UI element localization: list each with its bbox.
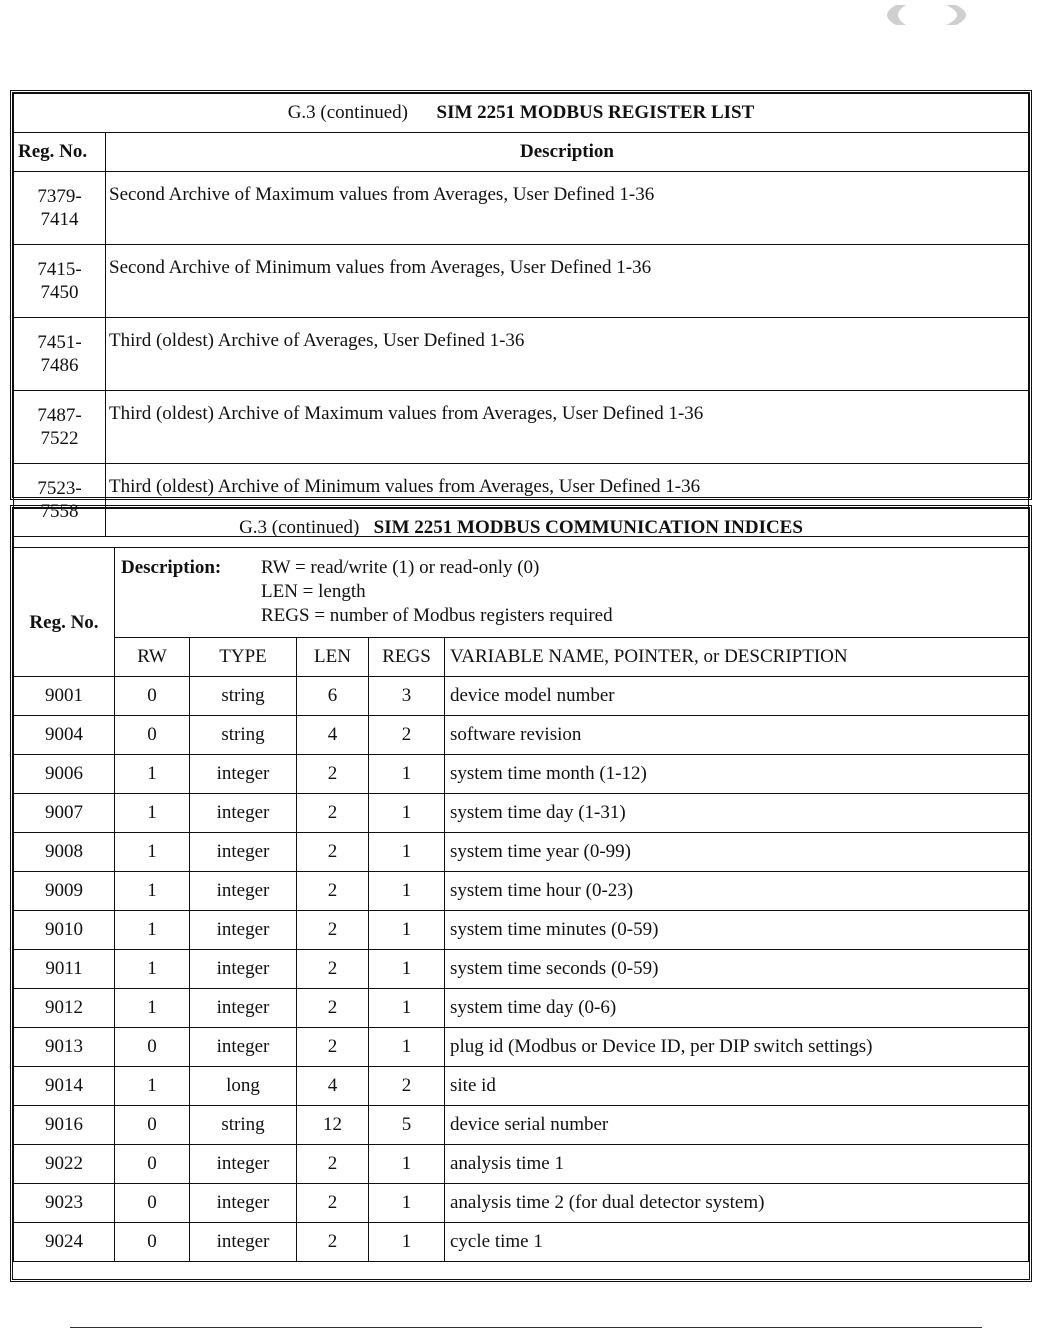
table-title: SIM 2251 MODBUS REGISTER LIST (436, 102, 755, 123)
cell-type: long (190, 1067, 297, 1106)
table-row (14, 950, 1029, 989)
legend (115, 548, 1029, 638)
cell-len: 2 (297, 911, 369, 950)
table-title: SIM 2251 MODBUS COMMUNICATION INDICES (373, 517, 803, 538)
reg-range: 7523- 7558 (14, 464, 106, 537)
cell-regs: 2 (369, 716, 445, 755)
cell-len: 2 (297, 1223, 369, 1262)
cell-len: 2 (297, 794, 369, 833)
regs-header: REGS (369, 638, 445, 677)
cell-len: 2 (297, 950, 369, 989)
cell-len: 2 (297, 755, 369, 794)
cell-type: integer (190, 1223, 297, 1262)
cell-reg: 9012 (14, 989, 115, 1028)
cell-len: 12 (297, 1106, 369, 1145)
cell-rw: 1 (115, 794, 190, 833)
cell-name: device model number (445, 677, 1029, 716)
table-row (14, 911, 1029, 950)
cell-name: system time hour (0-23) (445, 872, 1029, 911)
cell-regs: 1 (369, 911, 445, 950)
cell-rw: 0 (115, 716, 190, 755)
cell-name: system time day (1-31) (445, 794, 1029, 833)
reg-range: 7415- 7450 (14, 245, 106, 318)
cell-len: 2 (297, 872, 369, 911)
cell-rw: 1 (115, 911, 190, 950)
table-row (14, 245, 1029, 318)
cell-type: integer (190, 755, 297, 794)
cell-len: 4 (297, 716, 369, 755)
cell-regs: 1 (369, 872, 445, 911)
cell-type: integer (190, 911, 297, 950)
cell-regs: 5 (369, 1106, 445, 1145)
cell-type: string (190, 716, 297, 755)
cell-reg: 9014 (14, 1067, 115, 1106)
cell-len: 2 (297, 1028, 369, 1067)
cell-rw: 1 (115, 989, 190, 1028)
page-corner-mark-icon (876, 2, 976, 28)
legend-line: REGS = number of Modbus registers required (261, 605, 613, 626)
rw-header: RW (115, 638, 190, 677)
table-row (14, 1106, 1029, 1145)
cell-regs: 1 (369, 989, 445, 1028)
len-header: LEN (297, 638, 369, 677)
cell-type: integer (190, 1145, 297, 1184)
table-row (14, 794, 1029, 833)
cell-reg: 9022 (14, 1145, 115, 1184)
cell-regs: 1 (369, 833, 445, 872)
cell-name: analysis time 1 (445, 1145, 1029, 1184)
cell-rw: 1 (115, 833, 190, 872)
cell-name: cycle time 1 (445, 1223, 1029, 1262)
cell-regs: 1 (369, 1184, 445, 1223)
cell-reg: 9007 (14, 794, 115, 833)
cell-name: software revision (445, 716, 1029, 755)
table-row (14, 172, 1029, 245)
table-row (14, 833, 1029, 872)
cell-regs: 1 (369, 950, 445, 989)
cell-len: 6 (297, 677, 369, 716)
cell-rw: 1 (115, 755, 190, 794)
cell-reg: 9009 (14, 872, 115, 911)
cell-rw: 0 (115, 1106, 190, 1145)
table-row (14, 989, 1029, 1028)
cell-reg: 9006 (14, 755, 115, 794)
table-row (14, 1184, 1029, 1223)
reg-range: 7379- 7414 (14, 172, 106, 245)
table-row (14, 716, 1029, 755)
cell-type: integer (190, 1028, 297, 1067)
cell-rw: 1 (115, 1067, 190, 1106)
cell-name: analysis time 2 (for dual detector system) (445, 1184, 1029, 1223)
cell-regs: 1 (369, 1223, 445, 1262)
table-row (14, 1028, 1029, 1067)
cell-regs: 3 (369, 677, 445, 716)
reg-no-header: Reg. No. (14, 133, 106, 172)
cell-reg: 9023 (14, 1184, 115, 1223)
cell-regs: 1 (369, 794, 445, 833)
cell-rw: 0 (115, 1223, 190, 1262)
cell-reg: 9004 (14, 716, 115, 755)
reg-description: Second Archive of Minimum values from Averages, User Defined 1-36 (106, 245, 1029, 318)
table-row (14, 755, 1029, 794)
reg-description: Second Archive of Maximum values from Averages, User Defined 1-36 (106, 172, 1029, 245)
legend-line: LEN = length (261, 581, 366, 602)
register-list-table (10, 90, 1032, 522)
cell-len: 2 (297, 989, 369, 1028)
table-row (14, 1067, 1029, 1106)
cell-type: integer (190, 794, 297, 833)
cell-type: integer (190, 950, 297, 989)
table-row (14, 677, 1029, 716)
cell-type: integer (190, 1184, 297, 1223)
table-row (14, 318, 1029, 391)
legend-label: Description: (121, 557, 222, 578)
column-header-row (14, 638, 1029, 677)
cell-reg: 9016 (14, 1106, 115, 1145)
cell-regs: 1 (369, 1028, 445, 1067)
name-header: VARIABLE NAME, POINTER, or DESCRIPTION (445, 638, 1029, 677)
cell-rw: 0 (115, 677, 190, 716)
table-title-row (14, 509, 1029, 548)
cell-reg: 9013 (14, 1028, 115, 1067)
cell-type: integer (190, 872, 297, 911)
type-header: TYPE (190, 638, 297, 677)
table-title-prefix: G.3 (continued) (287, 102, 408, 123)
cell-type: string (190, 1106, 297, 1145)
cell-type: integer (190, 833, 297, 872)
page-footer-rule (70, 1327, 982, 1328)
cell-len: 4 (297, 1067, 369, 1106)
reg-description: Third (oldest) Archive of Maximum values from Averages, User Defined 1-36 (106, 391, 1029, 464)
legend-row (14, 548, 1029, 638)
cell-reg: 9011 (14, 950, 115, 989)
cell-name: system time minutes (0-59) (445, 911, 1029, 950)
reg-description: Third (oldest) Archive of Minimum values from Averages, User Defined 1-36 (106, 464, 1029, 537)
legend-line: RW = read/write (1) or read-only (0) (261, 557, 540, 578)
description-header: Description (106, 133, 1029, 172)
cell-name: device serial number (445, 1106, 1029, 1145)
communication-indices-table (10, 505, 1032, 1282)
cell-type: string (190, 677, 297, 716)
table-row (14, 872, 1029, 911)
table-title-prefix: G.3 (continued) (239, 517, 360, 538)
cell-regs: 1 (369, 1145, 445, 1184)
cell-name: system time month (1-12) (445, 755, 1029, 794)
table-title-row (14, 94, 1029, 133)
table-row (14, 1223, 1029, 1262)
cell-regs: 1 (369, 755, 445, 794)
cell-type: integer (190, 989, 297, 1028)
cell-name: site id (445, 1067, 1029, 1106)
cell-rw: 1 (115, 872, 190, 911)
reg-description: Third (oldest) Archive of Averages, User Defined 1-36 (106, 318, 1029, 391)
reg-no-header: Reg. No. (14, 548, 115, 677)
reg-range: 7451- 7486 (14, 318, 106, 391)
table-row (14, 1145, 1029, 1184)
cell-len: 2 (297, 1145, 369, 1184)
cell-name: plug id (Modbus or Device ID, per DIP switch settings) (445, 1028, 1029, 1067)
cell-rw: 1 (115, 950, 190, 989)
cell-reg: 9024 (14, 1223, 115, 1262)
cell-rw: 0 (115, 1028, 190, 1067)
cell-len: 2 (297, 1184, 369, 1223)
cell-name: system time seconds (0-59) (445, 950, 1029, 989)
cell-reg: 9010 (14, 911, 115, 950)
cell-rw: 0 (115, 1145, 190, 1184)
cell-rw: 0 (115, 1184, 190, 1223)
reg-range: 7487- 7522 (14, 391, 106, 464)
cell-name: system time day (0-6) (445, 989, 1029, 1028)
cell-regs: 2 (369, 1067, 445, 1106)
cell-reg: 9008 (14, 833, 115, 872)
cell-reg: 9001 (14, 677, 115, 716)
cell-len: 2 (297, 833, 369, 872)
table-header-row (14, 133, 1029, 172)
cell-name: system time year (0-99) (445, 833, 1029, 872)
table-row (14, 391, 1029, 464)
